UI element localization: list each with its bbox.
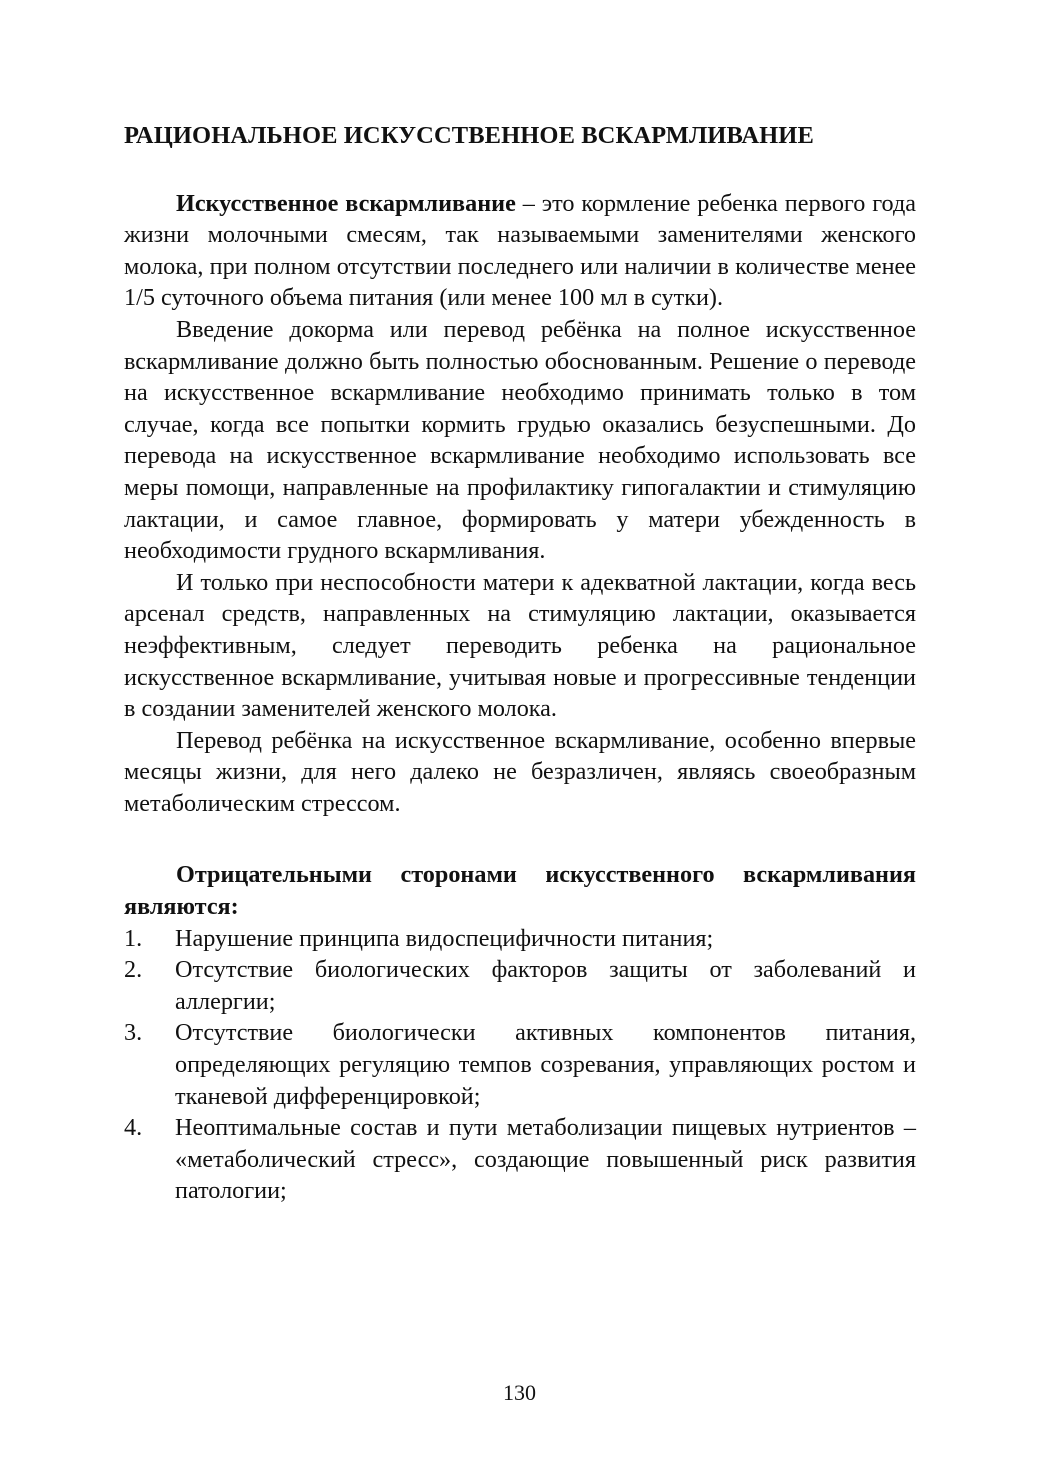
paragraph-definition (124, 188, 916, 314)
paragraph-text: И только при неспособности матери к адекватной лактации, когда весь арсенал средств, направленных на стимуляцию лактации, оказывается неэффективным, следует переводить ребенка на рациональное искусственное вскармливание, учитывая новые и прогрессивные тенденции в создании заменителей женского молока. (124, 568, 916, 723)
list-number: 1. (124, 924, 143, 952)
section-heading: Отрицательными сторонами искусственного вскармливания являются: (124, 861, 916, 921)
list-number: 3. (124, 1019, 143, 1047)
list-item-text: Отсутствие биологически активных компонентов питания, определяющих регуляцию темпов созревания, управляющих ростом и тканевой дифференцировкой; (175, 1019, 916, 1110)
list-item-text: Нарушение принципа видоспецифичности питания; (175, 924, 714, 952)
list-item-text: Отсутствие биологических факторов защиты от заболеваний и аллергии; (175, 956, 916, 1015)
page-title: РАЦИОНАЛЬНОЕ ИСКУССТВЕННОЕ ВСКАРМЛИВАНИЕ (124, 122, 814, 149)
list-number: 2. (124, 956, 143, 984)
page-content (124, 120, 916, 1207)
paragraph-text: Перевод ребёнка на искусственное вскармливание, особенно впервые месяцы жизни, для него далеко не безразличен, являясь своеобразным метаболическим стрессом. (124, 726, 916, 817)
definition-text: – это кормление ребенка первого года жизни молочными смесям, так называемыми заменителями женского молока, при полном отсутствии последнего или наличии в количестве менее 1/5 суточного объема питания (или менее 100 мл в сутки). (124, 189, 916, 312)
list-item (124, 954, 916, 1017)
defined-term: Искусственное вскармливание (176, 189, 516, 217)
page-number: 130 (503, 1380, 536, 1405)
list-item (124, 1112, 916, 1207)
list-item (124, 923, 916, 955)
list-item-text: Неоптимальные состав и пути метаболизации пищевых нутриентов – «метаболический стресс», создающие повышенный риск развития патологии; (175, 1114, 916, 1205)
paragraph-text: Введение докорма или перевод ребёнка на полное искусственное вскармливание должно быть полностью обоснованным. Решение о переводе на искусственное вскармливание необходимо принимать только в том случае, когда все попытки кормить грудью оказались безуспешными. До перевода на искусственное вскармливание необходимо использовать все меры помощи, направленные на профилактику гипогалактии и стимуляцию лактации, и самое главное, формировать у матери убежденность в необходимости грудного вскармливания. (124, 315, 916, 565)
negatives-list (124, 923, 916, 1207)
list-number: 4. (124, 1114, 143, 1142)
list-item (124, 1017, 916, 1112)
